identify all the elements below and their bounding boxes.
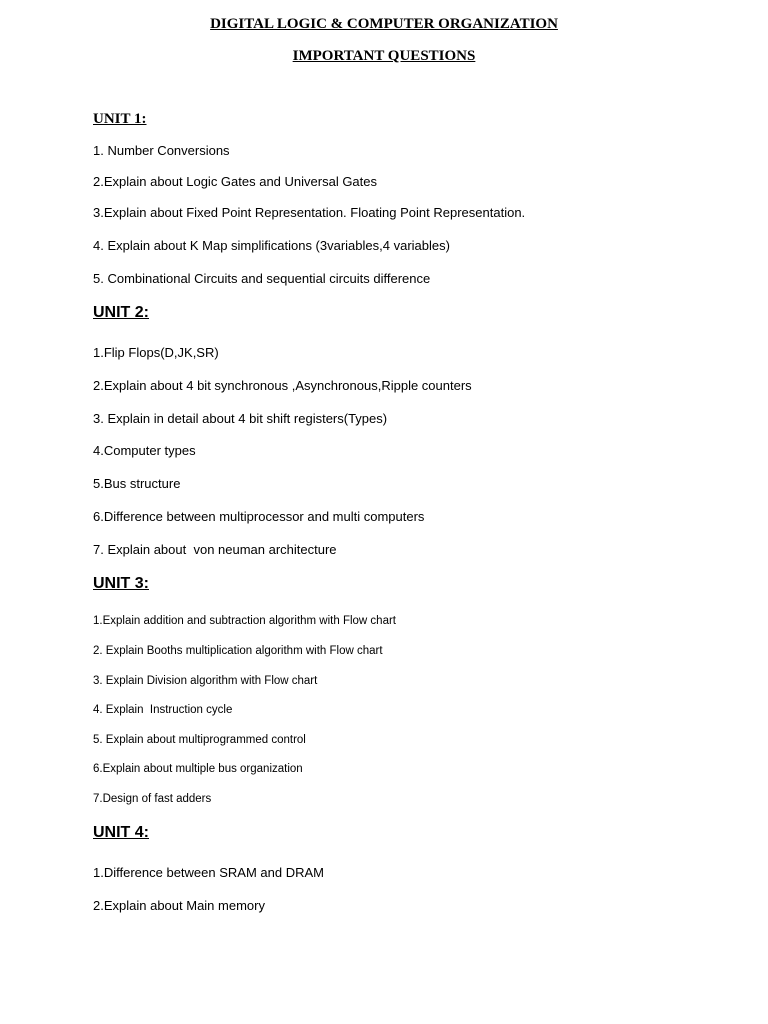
unit-2-question: 1.Flip Flops(D,JK,SR) <box>93 345 219 360</box>
unit-3-question: 1.Explain addition and subtraction algorithm with Flow chart <box>93 615 396 627</box>
unit-3-question: 5. Explain about multiprogrammed control <box>93 734 306 746</box>
unit-2-heading: UNIT 2: <box>93 304 149 321</box>
unit-1-question: 3.Explain about Fixed Point Representation. Floating Point Representation. <box>93 205 526 220</box>
unit-4-question: 2.Explain about Main memory <box>93 898 265 913</box>
unit-4-heading: UNIT 4: <box>93 824 149 841</box>
unit-2-question: 4.Computer types <box>93 443 196 458</box>
unit-4-question: 1.Difference between SRAM and DRAM <box>93 865 324 880</box>
unit-3-question: 3. Explain Division algorithm with Flow chart <box>93 675 318 687</box>
unit-3-question: 4. Explain Instruction cycle <box>93 704 233 716</box>
unit-2-question: 6.Difference between multiprocessor and multi computers <box>93 509 425 524</box>
unit-2-question: 3. Explain in detail about 4 bit shift registers(Types) <box>93 411 388 426</box>
unit-2-question: 5.Bus structure <box>93 476 181 491</box>
unit-1-heading: UNIT 1: <box>93 111 147 127</box>
unit-3-question: 7.Design of fast adders <box>93 793 212 805</box>
unit-1-question: 4. Explain about K Map simplifications (3variables,4 variables) <box>93 238 450 253</box>
unit-3-heading: UNIT 3: <box>93 575 149 592</box>
unit-1-question: 1. Number Conversions <box>93 143 230 158</box>
unit-1-question: 5. Combinational Circuits and sequential circuits difference <box>93 271 431 286</box>
unit-1-question: 2.Explain about Logic Gates and Universal Gates <box>93 174 378 189</box>
unit-2-question: 7. Explain about von neuman architecture <box>93 542 337 557</box>
unit-3-question: 6.Explain about multiple bus organization <box>93 763 303 775</box>
document-subtitle: IMPORTANT QUESTIONS <box>292 48 476 64</box>
document-title: DIGITAL LOGIC & COMPUTER ORGANIZATION <box>210 16 558 32</box>
unit-3-question: 2. Explain Booths multiplication algorithm with Flow chart <box>93 645 383 657</box>
unit-2-question: 2.Explain about 4 bit synchronous ,Asynchronous,Ripple counters <box>93 378 472 393</box>
